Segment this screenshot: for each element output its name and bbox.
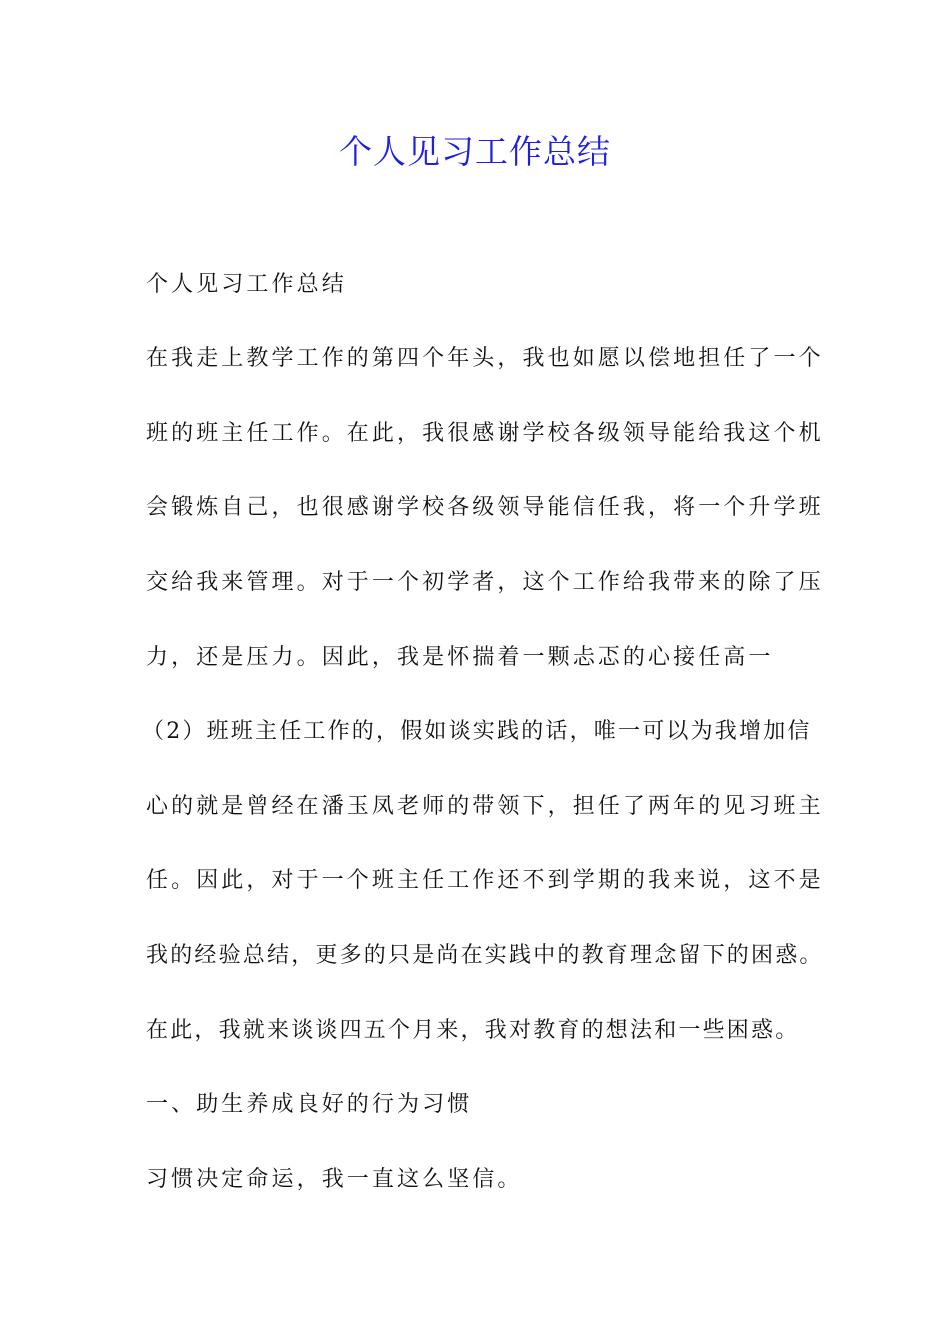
body-line: 我的经验总结，更多的只是尚在实践中的教育理念留下的困惑。 [146, 943, 824, 968]
body-line: 会锻炼自己，也很感谢学校各级领导能信任我，将一个升学班 [146, 495, 824, 520]
body-line: 心的就是曾经在潘玉凤老师的带领下，担任了两年的见习班主 [146, 794, 824, 819]
body-line: 习惯决定命运，我一直这么坚信。 [146, 1167, 523, 1192]
section-heading: 一、助生养成良好的行为习惯 [146, 1092, 473, 1117]
body-line: 在此，我就来谈谈四五个月来，我对教育的想法和一些困惑。 [146, 1018, 800, 1043]
body-line-subtitle: 个人见习工作总结 [146, 272, 347, 297]
document-title: 个人见习工作总结 [339, 132, 611, 171]
body-line: （2）班班主任工作的，假如谈实践的话，唯一可以为我增加信 [142, 719, 812, 744]
body-line: 交给我来管理。对于一个初学者，这个工作给我带来的除了压 [146, 570, 824, 595]
body-line: 任。因此，对于一个班主任工作还不到学期的我来说，这不是 [146, 868, 824, 893]
body-line: 在我走上教学工作的第四个年头，我也如愿以偿地担任了一个 [146, 346, 824, 371]
body-line: 班的班主任工作。在此，我很感谢学校各级领导能给我这个机 [146, 421, 824, 446]
body-line: 力，还是压力。因此，我是怀揣着一颗忐忑的心接任高一 [146, 645, 774, 670]
